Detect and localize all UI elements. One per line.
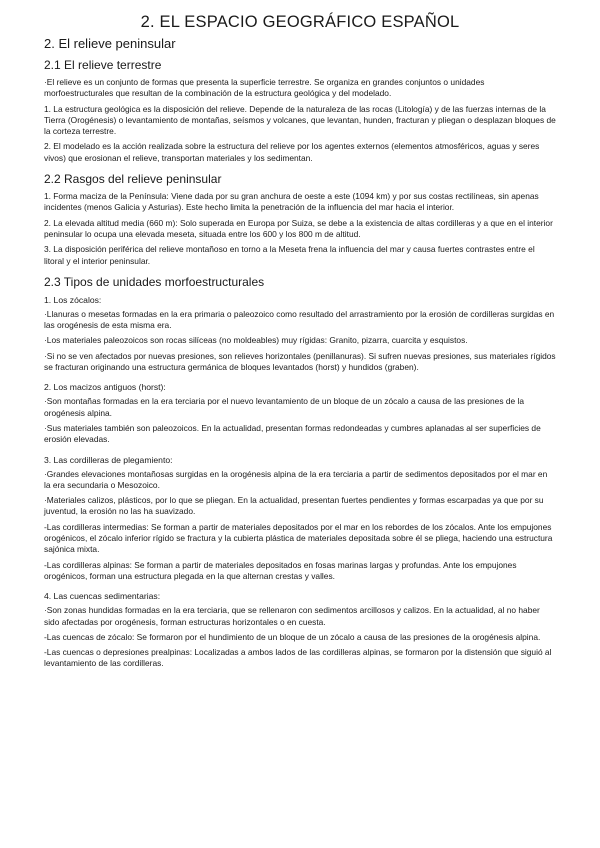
paragraph: -Las cuencas o depresiones prealpinas: Localizadas a ambos lados de las cordilleras alpinas, se formaron por la distensión que siguió al levantamiento de las cordilleras. [44, 647, 552, 669]
subsection-heading-2-2: 2.2 Rasgos del relieve peninsular [44, 172, 222, 187]
paragraph: 1. La estructura geológica es la disposición del relieve. Depende de la naturaleza de las rocas (Litología) y de las fuerzas internas de la Tierra (Orogénesis) o levantamiento de montañas, seísmos y volcanes, que levantan, hunden, fracturan y pliegan o desplazan bloques de la corteza terrestre. [44, 103, 556, 137]
paragraph: 2. La elevada altitud media (660 m): Solo superada en Europa por Suiza, se debe a la existencia de altas cordilleras y a que en el interior peninsular lo ocupa una elevada meseta, situada entre los 600 y los 800 m de altitud. [44, 217, 553, 239]
subsection-heading-2-3: 2.3 Tipos de unidades morfoestructurales [44, 274, 265, 289]
paragraph: -Las cordilleras intermedias: Se forman a partir de materiales depositados por el mar en los rebordes de los zócalos. Ante los empujones orogénicos, el zócalo inferior rígido se fractura y la cubierta plástica de materiales depositada sobre él se pliega, haciendo una estructura sajónica mixta. [44, 521, 553, 555]
group-heading-macizos: 2. Los macizos antiguos (horst): [44, 382, 166, 393]
paragraph: ·Grandes elevaciones montañosas surgidas en la orogénesis alpina de la era terciaria a partir de sedimentos depositados por el mar en la era secundaria o Mesozoico. [44, 468, 548, 490]
page-title: 2. EL ESPACIO GEOGRÁFICO ESPAÑOL [140, 13, 460, 31]
paragraph: ·Si no se ven afectados por nuevas presiones, son relieves horizontales (penillanuras). Si sufren nuevas presiones, sus materiales rígidos se fracturan originando una estructura germánica de bloques levantados (horst) y hundidos (graben). [44, 350, 556, 373]
group-heading-cuencas: 4. Las cuencas sedimentarias: [44, 591, 161, 602]
subsection-heading-2-1: 2.1 El relieve terrestre [44, 58, 162, 72]
paragraph: 2. El modelado es la acción realizada sobre la estructura del relieve por los agentes externos (elementos atmosféricos, aguas y seres vivos) que erosionan el relieve, transportan materiales y los sedimentan. [44, 141, 540, 163]
paragraph: 3. La disposición periférica del relieve montañoso en torno a la Meseta frena la influencia del mar y causa fuertes contrastes entre el litoral y el interior peninsular. [44, 244, 535, 266]
paragraph: ·El relieve es un conjunto de formas que presenta la superficie terrestre. Se organiza en grandes conjuntos o unidades morfoestructurales que resultan de la combinación de la estructura geológica y del modelado. [44, 77, 485, 99]
paragraph: ·Llanuras o mesetas formadas en la era primaria o paleozoico como resultado del arrastramiento por la erosión de cordilleras surgidas en las orogénesis de esta misma era. [44, 308, 555, 331]
section-heading: 2. El relieve peninsular [44, 36, 176, 51]
group-heading-zocalos: 1. Los zócalos: [44, 294, 102, 305]
paragraph: ·Materiales calizos, plásticos, por lo que se pliegan. En la actualidad, presentan fuertes pendientes y formas escarpadas ya que por su juventud, la erosión no las ha suavizado. [44, 495, 544, 517]
group-heading-cordilleras: 3. Las cordilleras de plegamiento: [44, 454, 173, 465]
paragraph: ·Son zonas hundidas formadas en la era terciaria, que se rellenaron con sedimentos arcillosos y calizos. En la actualidad, al no haber sido afectadas por orogénesis, forman estructuras horizontales o en cuesta. [44, 605, 540, 627]
paragraph: ·Los materiales paleozoicos son rocas silíceas (no moldeables) muy rígidas: Granito, pizarra, cuarcita y esquistos. [44, 335, 468, 346]
paragraph: -Las cuencas de zócalo: Se formaron por el hundimiento de un bloque de un zócalo a causa de las presiones de la orogénesis alpina. [44, 631, 541, 642]
paragraph: ·Son montañas formadas en la era terciaria por el nuevo levantamiento de un bloque de un zócalo a causa de las presiones de la orogénesis alpina. [44, 396, 525, 418]
paragraph: -Las cordilleras alpinas: Se forman a partir de materiales depositados en fosas marinas largas y profundas. Ante los empujones orogénicos, forman una estructura plegada en la que alternan crestas y valles. [44, 559, 517, 581]
paragraph: 1. Forma maciza de la Península: Viene dada por su gran anchura de oeste a este (1094 km) y por sus costas rectilíneas, sin apenas incidentes (menos Galicia y Asturias). Este hecho limita la penetración de la influencia del mar hacia el interior. [44, 191, 539, 213]
paragraph: ·Sus materiales también son paleozoicos. En la actualidad, presentan formas redondeadas y cumbres aplanadas al ser superficies de erosión elevadas. [44, 422, 541, 445]
